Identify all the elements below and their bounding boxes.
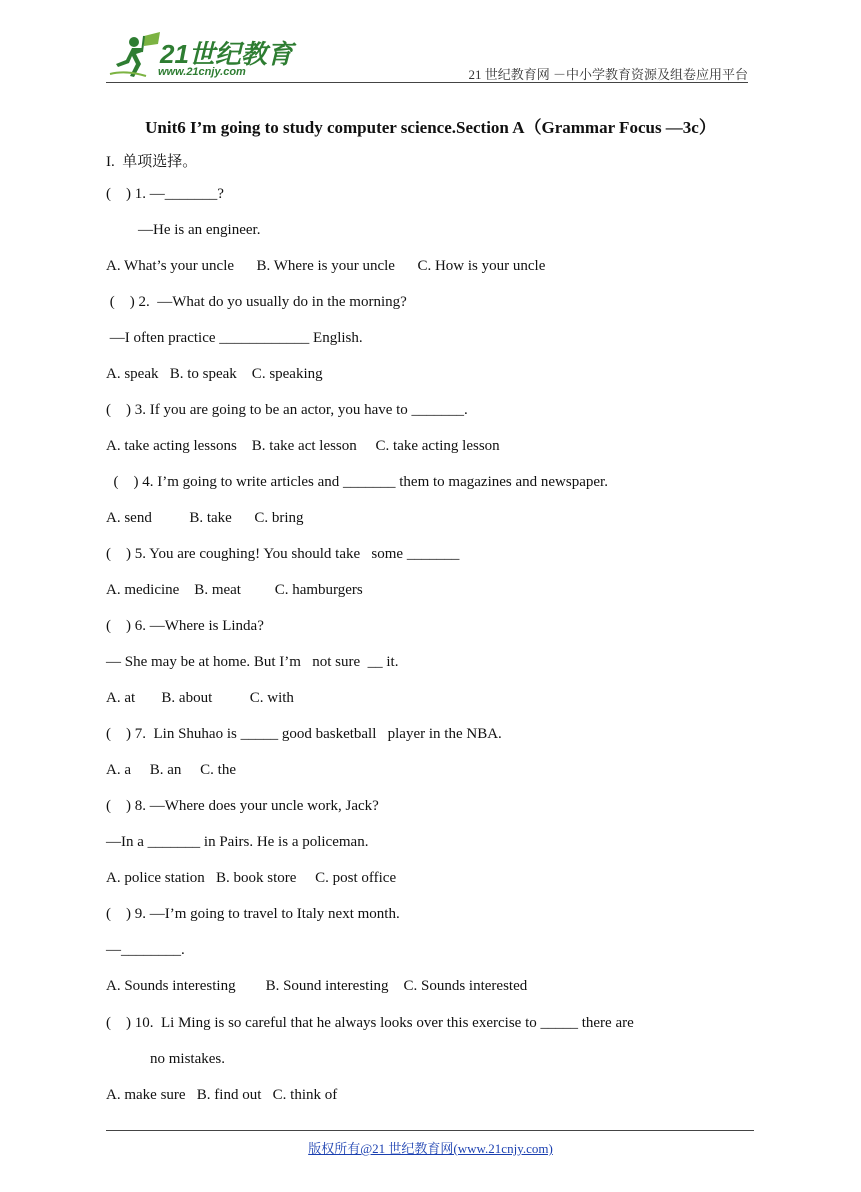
question-3-options: A. take acting lessons B. take act lesson C. take acting lesson <box>106 438 500 454</box>
question-3: ( ) 3. If you are going to be an actor, you have to _______. <box>106 402 468 418</box>
logo-wordmark: 21世纪教育 <box>160 39 293 69</box>
question-8-options: A. police station B. book store C. post office <box>106 870 397 886</box>
question-6-options: A. at B. about C. with <box>106 690 294 706</box>
logo-url: www.21cnjy.com <box>158 66 246 78</box>
question-9-options: A. Sounds interesting B. Sound interesting C. Sounds interested <box>106 978 528 994</box>
question-9: ( ) 9. —I’m going to travel to Italy next month. <box>106 906 400 922</box>
question-1-options: A. What’s your uncle B. Where is your uncle C. How is your uncle <box>106 258 546 274</box>
question-7: ( ) 7. Lin Shuhao is _____ good basketball player in the NBA. <box>106 726 502 742</box>
question-5-options: A. medicine B. meat C. hamburgers <box>106 582 363 598</box>
question-4: ( ) 4. I’m going to write articles and _______ them to magazines and newspaper. <box>106 474 608 490</box>
question-8: ( ) 8. —Where does your uncle work, Jack? <box>106 798 379 814</box>
runner-logo-icon <box>106 30 162 82</box>
site-info: 21 世纪教育网 －中小学教育资源及组卷应用平台 <box>468 67 748 82</box>
question-4-options: A. send B. take C. bring <box>106 510 304 526</box>
question-10: ( ) 10. Li Ming is so careful that he always looks over this exercise to _____ there are <box>106 1015 634 1031</box>
question-10-continuation: no mistakes. <box>150 1051 225 1067</box>
question-1-answer-line: —He is an engineer. <box>138 222 261 238</box>
section-heading: I. 单项选择。 <box>106 154 198 170</box>
question-2-options: A. speak B. to speak C. speaking <box>106 366 323 382</box>
question-5: ( ) 5. You are coughing! You should take some _______ <box>106 546 460 562</box>
footer-divider <box>106 1130 754 1131</box>
question-6-answer-line: — She may be at home. But I’m not sure __ it. <box>106 654 399 670</box>
copyright-link[interactable]: 版权所有@21 世纪教育网(www.21cnjy.com) <box>308 1141 553 1156</box>
site-logo <box>106 30 306 82</box>
question-2: ( ) 2. —What do yo usually do in the morning? <box>106 294 407 310</box>
question-10-options: A. make sure B. find out C. think of <box>106 1087 338 1103</box>
question-1: ( ) 1. —_______? <box>106 186 224 202</box>
question-7-options: A. a B. an C. the <box>106 762 236 778</box>
header-divider <box>106 82 748 83</box>
question-9-answer-line: —________. <box>106 942 185 958</box>
question-6: ( ) 6. —Where is Linda? <box>106 618 264 634</box>
worksheet-title: Unit6 I’m going to study computer science.Section A（Grammar Focus —3c） <box>145 118 716 137</box>
question-2-answer-line: —I often practice ____________ English. <box>106 330 363 346</box>
question-8-answer-line: —In a _______ in Pairs. He is a policeman. <box>106 834 369 850</box>
page-header <box>106 30 748 82</box>
